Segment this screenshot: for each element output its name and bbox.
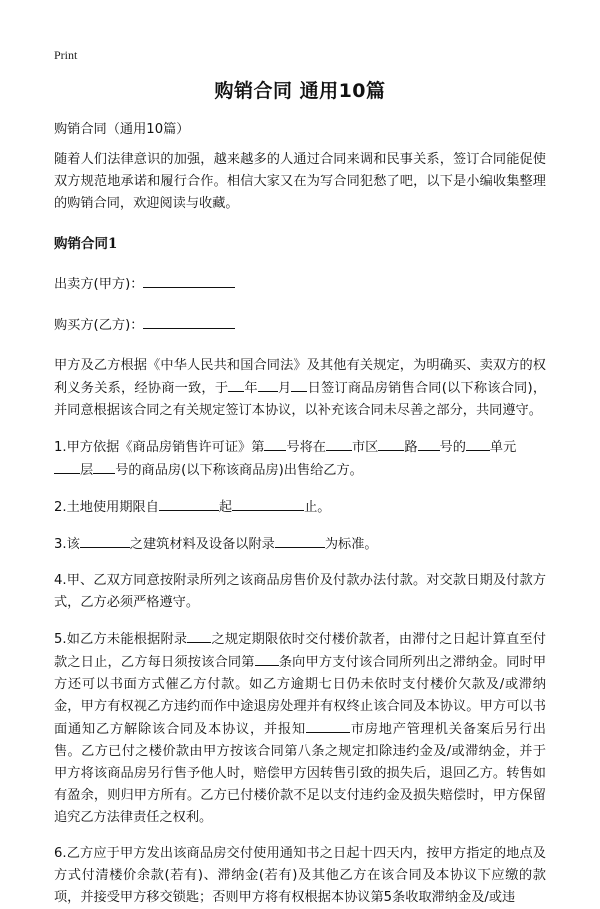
clause-2	[54, 496, 546, 519]
clause-5-text: 之规定期限依时交付楼价款者，由滞付之日起计算直至付款之日止，乙方每日须按该合同第	[54, 632, 546, 670]
clause-1-text: 号将在	[286, 440, 326, 455]
clause-3-text: 为标准。	[324, 537, 378, 552]
seller-line	[54, 273, 546, 296]
month-text: 月	[277, 381, 292, 396]
preamble-paragraph	[54, 355, 546, 422]
clause-6: 6.乙方应于甲方发出该商品房交付使用通知书之日起十四天内，按甲方指定的地点及方式付清楼价余款(若有)、滞纳金(若有)及其他乙方在该合同及本协议下应缴的款项，并接受甲方移交锁匙；否则甲方将有权根据本协议第5条收取滞纳金及/或违	[54, 846, 546, 905]
section-heading: 购销合同1	[54, 236, 118, 252]
day-blank	[291, 377, 307, 392]
clause-5-text: 市房地产管理机关备案后另行出售。乙方已付之楼价款由甲方按该合同第八条之规定扣除违约金及/或滞纳金，并于甲方将该商品房另行售予他人时，赔偿甲方因转售引致的损失后，退回乙方。转售如有盈余，则归甲方所有。乙方已付楼价款不足以支付违约金及损失赔偿时，甲方保留追究乙方法律责任之权利。	[54, 722, 546, 825]
blank	[232, 496, 304, 511]
clause-1-text: 路	[404, 440, 418, 455]
intro-paragraph: 随着人们法律意识的加强，越来越多的人通过合同来调和民事关系，签订合同能促使双方规范地承诺和履行合作。相信大家又在为写合同犯愁了吧，以下是小编收集整理的购销合同，欢迎阅读与收藏。	[54, 152, 546, 211]
clause-4: 4.甲、乙双方同意按附录所列之该商品房售价及付款办法付款。对交款日期及付款方式，乙方必须严格遵守。	[54, 573, 546, 610]
buyer-label: 购买方(乙方)：	[54, 318, 144, 333]
clause-5	[54, 628, 546, 829]
clause-2-text: 起	[218, 500, 233, 515]
preamble-text-end: 日签订商品房销售合同(以下称该合同)，并同意根据该合同之有关规定签订本协议，以补充该合同未尽善之部分，共同遵守。	[54, 381, 547, 418]
clause-3-text: 3.该	[54, 537, 80, 552]
clause-3	[54, 533, 546, 556]
clause-1-text: 1.甲方依据《商品房销售许可证》第	[54, 440, 265, 455]
blank	[80, 533, 130, 548]
blank	[466, 436, 490, 451]
clause-5-text: 条向甲方支付该合同所列出之滞纳金。同时甲方还可以书面方式催乙方付款。如乙方逾期七日仍未依时支付楼价欠款及/或滞纳金，甲方有权视乙方违约而作中途退房处理并有权终止该合同及本协议。甲方可以书面通知乙方解除该合同及本协议，并报知	[54, 655, 547, 737]
seller-blank	[143, 273, 235, 288]
preamble-text: 甲方及乙方根据《中华人民共和国合同法》及其他有关规定，为明确买、卖双方的权利义务关系，经协商一致，于	[54, 358, 546, 396]
clause-3-text: 之建筑材料及设备以附录	[129, 537, 275, 552]
clause-1	[54, 436, 546, 482]
blank	[418, 436, 440, 451]
year-blank	[228, 377, 244, 392]
month-blank	[258, 377, 278, 392]
clause-1-text: 号的	[439, 440, 466, 455]
document-title: 购销合同 通用10篇	[214, 80, 386, 102]
document-body	[54, 76, 546, 909]
document-subtitle: 购销合同（通用10篇）	[54, 122, 190, 137]
clause-2-text: 止。	[304, 500, 331, 515]
clause-2-text: 2.土地使用期限自	[54, 500, 159, 515]
blank	[54, 459, 80, 474]
buyer-line	[54, 314, 546, 337]
blank	[326, 436, 352, 451]
blank	[159, 496, 219, 511]
print-label: Print	[54, 48, 78, 62]
blank	[93, 459, 115, 474]
blank	[378, 436, 404, 451]
blank	[187, 628, 211, 643]
blank	[255, 651, 279, 666]
blank	[264, 436, 286, 451]
clause-1-text: 单元	[489, 440, 517, 455]
clause-1-text: 层	[80, 463, 94, 478]
year-text: 年	[244, 381, 258, 396]
blank	[306, 718, 350, 733]
clause-5-text: 5.如乙方未能根据附录	[54, 632, 188, 647]
buyer-blank	[143, 314, 235, 329]
blank	[275, 533, 325, 548]
clause-1-text: 市区	[351, 440, 379, 455]
clause-1-text: 号的商品房(以下称该商品房)出售给乙方。	[115, 463, 363, 478]
seller-label: 出卖方(甲方)：	[54, 277, 144, 292]
